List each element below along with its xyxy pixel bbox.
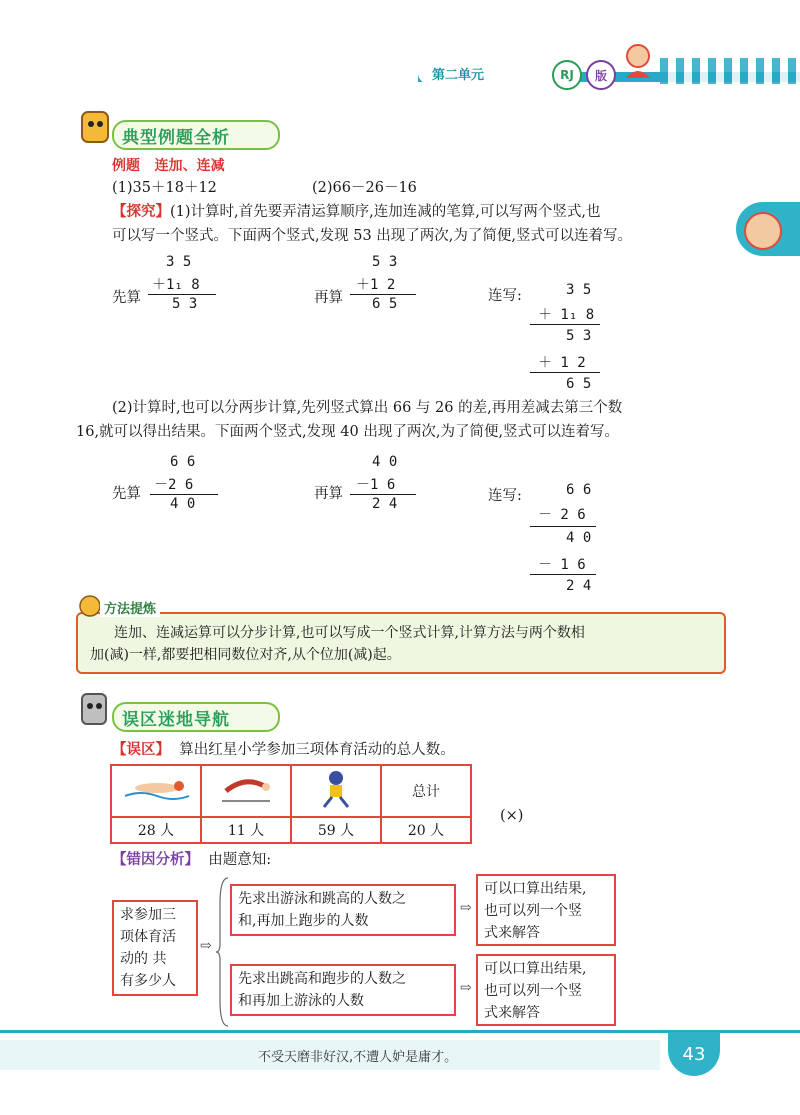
branch-2-line-1: 先求出跳高和跑步的人数之	[238, 971, 406, 987]
calc1a-op: ＋1₁ 8	[152, 277, 200, 293]
branch-1-line-2: 和,再加上跑步的人数	[238, 913, 369, 929]
result-1-box	[476, 874, 616, 946]
question-line-4: 有多少人	[120, 973, 176, 989]
result-1-line-1: 可以口算出结果,	[484, 881, 587, 897]
calc2c-rule1	[530, 526, 596, 527]
page-number: 43	[668, 1032, 720, 1076]
result-1-line-2: 也可以列一个竖	[484, 903, 582, 919]
calc2c-row4: － 1 6	[538, 557, 586, 573]
header-bar	[0, 0, 800, 58]
tip-text	[90, 622, 710, 666]
running-icon	[291, 765, 381, 817]
first-calc-label-2: 先算	[112, 486, 141, 502]
problem-1: (1)35＋18＋12	[112, 180, 217, 196]
unit-label: 第二单元	[418, 62, 558, 84]
continuous-label-1: 连写:	[488, 288, 522, 304]
question-line-3: 动的 共	[120, 951, 167, 967]
calc2c-row2: － 2 6	[538, 507, 586, 523]
analysis-tag: 【错因分析】	[112, 851, 199, 868]
table-cell-running: 59 人	[291, 817, 381, 843]
explore-tag: 【探究】	[112, 203, 170, 220]
calc1b-op: ＋1 2	[356, 277, 396, 293]
mistake-text: 算出红星小学参加三项体育活动的总人数。	[179, 742, 455, 758]
calc1a-result: 5 3	[172, 296, 198, 312]
calc1c-row5: 6 5	[566, 376, 592, 392]
calc2b-op: －1 6	[356, 477, 396, 493]
continuous-label-2: 连写:	[488, 488, 522, 504]
section1-title: 典型例题全析	[122, 128, 230, 148]
header-pattern	[660, 58, 800, 84]
edition-rj-badge: RJ	[552, 60, 582, 90]
tip-label: 方法提炼	[100, 598, 160, 617]
swimming-icon	[111, 765, 201, 817]
analysis-line	[112, 850, 271, 870]
mistake-tag: 【误区】	[112, 741, 170, 758]
branch-1-line-1: 先求出游泳和跳高的人数之	[238, 891, 406, 907]
calc2a-top: 6 6	[170, 454, 196, 470]
example-label: 例题	[112, 158, 140, 174]
calc2c-row1: 6 6	[566, 482, 592, 498]
arrow-icon-3: ⇨	[460, 980, 472, 996]
calc1c-row3: 5 3	[566, 328, 592, 344]
result-2-line-2: 也可以列一个竖	[484, 983, 582, 999]
example-heading	[112, 156, 225, 176]
analysis-text: 由题意知:	[208, 852, 272, 868]
sports-table	[110, 764, 472, 844]
branch-2-box	[230, 964, 456, 1016]
result-2-line-1: 可以口算出结果,	[484, 961, 587, 977]
table-cell-total: 20 人	[381, 817, 471, 843]
calc2b-result: 2 4	[372, 496, 398, 512]
explore-1-text-a: (1)计算时,首先要弄清运算顺序,连加连减的笔算,可以写两个竖式,也	[170, 204, 601, 220]
brace-icon	[216, 874, 230, 1030]
calc1b-top: 5 3	[372, 254, 398, 270]
high-jump-icon	[201, 765, 291, 817]
calc1c-row1: 3 5	[566, 282, 592, 298]
arrow-icon-1: ⇨	[200, 938, 212, 954]
explore-2-line-a: (2)计算时,也可以分两步计算,先列竖式算出 66 与 26 的差,再用差减去第三个数	[112, 400, 623, 416]
branch-1-box	[230, 884, 456, 936]
calc1c-row4: ＋ 1 2	[538, 355, 586, 371]
wrong-mark: (×)	[500, 808, 524, 824]
question-line-1: 求参加三	[120, 907, 176, 923]
tip-text-b: 加(减)一样,都要把相同数位对齐,从个位加(减)起。	[90, 647, 401, 663]
calc1b-result: 6 5	[372, 296, 398, 312]
calc1c-row2: ＋ 1₁ 8	[538, 307, 595, 323]
problem-2: (2)66－26－16	[312, 180, 417, 196]
then-calc-label-2: 再算	[314, 486, 343, 502]
section2-icon	[78, 692, 112, 728]
then-calc-label-1: 再算	[314, 290, 343, 306]
tip-icon	[78, 594, 102, 618]
mistake-line	[112, 740, 455, 760]
footer-motto: 不受天磨非好汉,不遭人妒是庸才。	[258, 1050, 458, 1065]
calc2a-op: －2 6	[154, 477, 194, 493]
table-icon-row	[111, 765, 471, 817]
explore-2-line-b: 16,就可以得出结果。下面两个竖式,发现 40 出现了两次,为了简便,竖式可以连着写。	[76, 424, 620, 440]
calc1a-top: 3 5	[166, 254, 192, 270]
table-cell-swimming: 28 人	[111, 817, 201, 843]
result-1-line-3: 式来解答	[484, 925, 540, 941]
first-calc-label-1: 先算	[112, 290, 141, 306]
question-line-2: 项体育活	[120, 929, 176, 945]
calc2c-row3: 4 0	[566, 530, 592, 546]
edition-ban-badge: 版	[586, 60, 616, 90]
question-box	[112, 900, 198, 996]
result-2-line-3: 式来解答	[484, 1005, 540, 1021]
calc1c-rule2	[530, 372, 600, 373]
calc2c-rule2	[530, 574, 596, 575]
calc2c-row5: 2 4	[566, 578, 592, 594]
example-topic: 连加、连减	[154, 158, 225, 174]
arrow-icon-2: ⇨	[460, 900, 472, 916]
explore-1-line-a	[112, 202, 732, 222]
side-mascot-icon	[744, 212, 782, 250]
calc2a-result: 4 0	[170, 496, 196, 512]
section1-icon	[78, 110, 112, 144]
table-cell-high-jump: 11 人	[201, 817, 291, 843]
tip-text-a: 连加、连减运算可以分步计算,也可以写成一个竖式计算,计算方法与两个数相	[114, 625, 585, 641]
result-2-box	[476, 954, 616, 1026]
explore-1-line-b: 可以写一个竖式。下面两个竖式,发现 53 出现了两次,为了简便,竖式可以连着写。	[112, 228, 632, 244]
calc2b-top: 4 0	[372, 454, 398, 470]
section2-title: 误区迷地导航	[122, 710, 230, 730]
table-header-total: 总计	[381, 765, 471, 817]
branch-2-line-2: 和再加上游泳的人数	[238, 993, 364, 1009]
calc1c-rule1	[530, 324, 600, 325]
mascot-icon	[620, 42, 656, 82]
table-row	[111, 817, 471, 843]
